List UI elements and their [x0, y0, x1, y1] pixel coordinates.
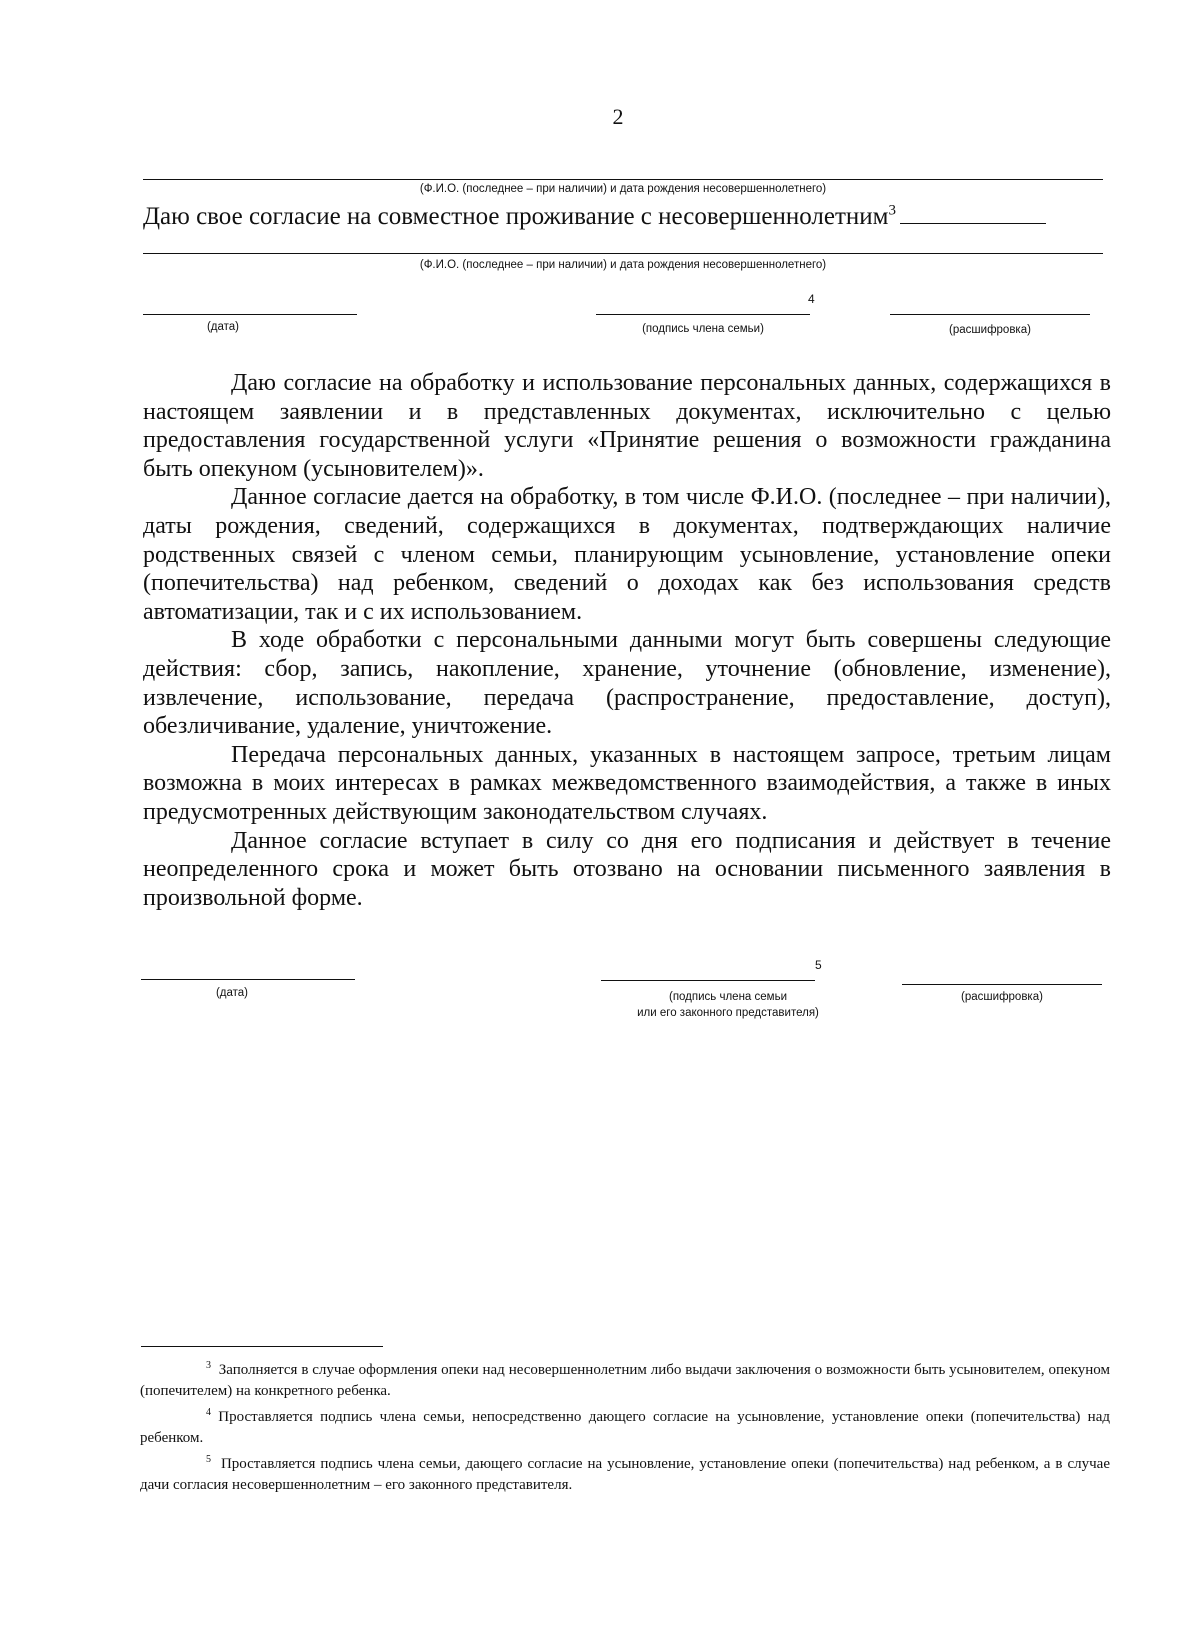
signature-line-1 — [596, 314, 810, 315]
fio-line-1 — [143, 179, 1103, 180]
footnote-text: Проставляется подпись члена семьи, дающего согласие на усыновление, установление опеки (попечительства) над ребенком, а в случае дачи согласия несовершеннолетним – его законного представителя. — [140, 1456, 1110, 1493]
signature-label-2-line-1: (подпись члена семьи — [668, 991, 787, 1003]
footnote-separator — [141, 1346, 383, 1347]
footnotes — [140, 1355, 1110, 1496]
decoding-line-1 — [890, 314, 1090, 315]
signature-1-footnote-ref: 4 — [808, 292, 815, 306]
decoding-label-2: (расшифровка) — [961, 991, 1043, 1003]
fio-caption-1: (Ф.И.О. (последнее – при наличии) и дата рождения несовершеннолетнего) — [419, 183, 827, 195]
footnote-item — [140, 1402, 1110, 1449]
date-line-1 — [143, 314, 357, 315]
consent-blank-field — [900, 201, 1046, 224]
fio-line-2 — [143, 253, 1103, 254]
body-paragraph: Даю согласие на обработку и использование персональных данных, содержащихся в настоящем заявлении и в представленных документах, исключительно с целью предоставления государственной услуги «Принятие решения о возможности гражданина быть опекуном (усыновителем)». — [143, 370, 1111, 482]
cohabitation-consent-line — [143, 201, 1046, 231]
footnote-text: Проставляется подпись члена семьи, непосредственно дающего согласие на усыновление, установление опеки (попечительства) над ребенком. — [140, 1409, 1111, 1446]
decoding-label-1: (расшифровка) — [949, 324, 1031, 336]
footnote-mark: 4 — [206, 1407, 211, 1418]
date-label-2: (дата) — [215, 987, 249, 999]
footnote-mark: 3 — [206, 1360, 211, 1371]
decoding-line-2 — [902, 984, 1102, 985]
signature-2-footnote-ref: 5 — [815, 958, 822, 972]
body-paragraph: Данное согласие вступает в силу со дня его подписания и действует в течение неопределенного срока и может быть отозвано на основании письменного заявления в произвольной форме. — [143, 827, 1111, 911]
date-label-1: (дата) — [206, 321, 240, 333]
body-paragraph: Данное согласие дается на обработку, в том числе Ф.И.О. (последнее – при наличии), даты рождения, сведений, содержащихся в документах, подтверждающих наличие родственных связей с членом семьи, планирующим усыновление, установление опеки (попечительства) над ребенком, сведений о доходах как без использования средств автоматизации, так и с их использованием. — [143, 484, 1111, 625]
signature-label-2-line-2: или его законного представителя) — [637, 1007, 819, 1019]
body-paragraph: Передача персональных данных, указанных в настоящем запросе, третьим лицам возможна в моих интересах в рамках межведомственного взаимодействия, а также в иных предусмотренных действующим законодательством случаях. — [143, 741, 1111, 825]
body-paragraph: В ходе обработки с персональными данными могут быть совершены следующие действия: сбор, запись, накопление, хранение, уточнение (обновление, изменение), извлечение, использование, передача (распространение, предоставление, доступ), обезличивание, удаление, уничтожение. — [143, 627, 1111, 740]
footnote-text: Заполняется в случае оформления опеки над несовершеннолетним либо выдачи заключения о возможности быть усыновителем, опекуном (попечителем) на конкретного ребенка. — [140, 1362, 1111, 1399]
signature-label-1: (подпись члена семьи) — [642, 323, 764, 335]
footnote-ref-3: 3 — [888, 202, 896, 219]
signature-label-2 — [593, 989, 863, 1021]
consent-body-text — [143, 369, 1111, 912]
cohabitation-consent-text: Даю свое согласие на совместное проживание с несовершеннолетним — [143, 203, 889, 230]
footnote-mark: 5 — [206, 1454, 211, 1465]
date-line-2 — [141, 979, 355, 980]
footnote-item — [140, 1449, 1110, 1496]
page-number: 2 — [612, 104, 624, 129]
signature-line-2 — [601, 980, 815, 981]
footnote-item — [140, 1355, 1110, 1402]
fio-caption-2: (Ф.И.О. (последнее – при наличии) и дата рождения несовершеннолетнего) — [419, 259, 827, 271]
